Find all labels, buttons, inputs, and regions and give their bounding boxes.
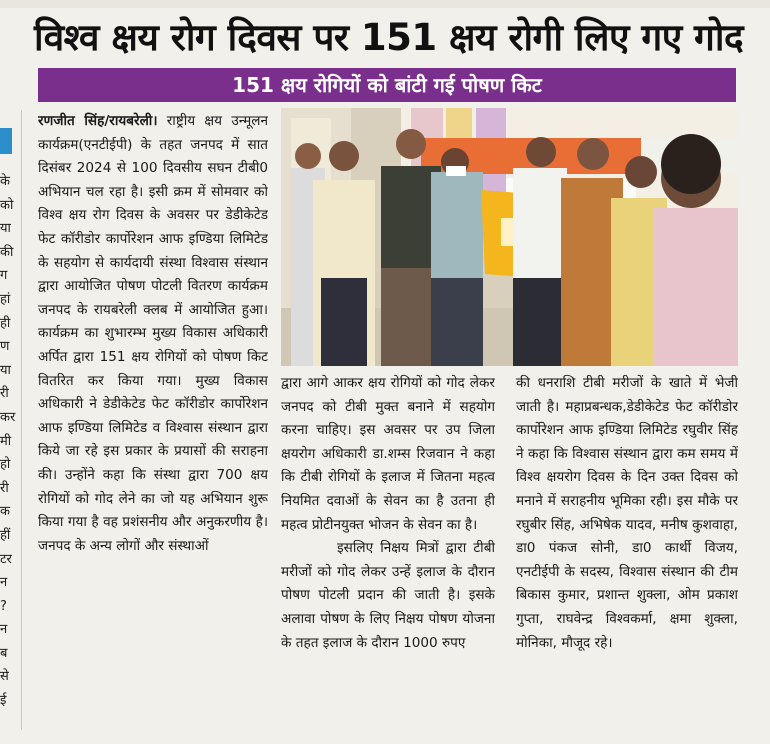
adjacent-article-line: न bbox=[0, 575, 8, 591]
adjacent-article-line: हो bbox=[0, 457, 11, 473]
column-divider bbox=[21, 110, 22, 730]
adjacent-article-line: टर bbox=[0, 551, 12, 567]
headline: विश्व क्षय रोग दिवस पर 151 क्षय रोगी लिए गए गोद bbox=[34, 16, 744, 59]
news-photo bbox=[281, 108, 738, 366]
article-column-1 bbox=[38, 110, 268, 736]
column-2-paragraph-1: द्वारा आगे आकर क्षय रोगियों को गोद लेकर जनपद को टीबी मुक्त बनाने में सहयोग करना चाहिए। इस अवसर पर उप जिला क्षयरोग अधिकारी डा.शम्स रिजवान ने कहा कि टीबी रोगियों के इलाज में जितना महत्व नियमित दवाओं के सेवन का है उतना ही महत्व प्रोटीनयुक्त भोजन के सेवन का है। bbox=[281, 375, 495, 533]
adjacent-article-line: री bbox=[0, 386, 9, 402]
subheadline-banner: 151 क्षय रोगियों को बांटी गई पोषण किट bbox=[38, 68, 736, 102]
adjacent-article-text bbox=[0, 170, 16, 713]
adjacent-article-line: ग bbox=[0, 268, 8, 284]
column-2-paragraph-2: इसलिए निक्षय मित्रों द्वारा टीबी मरीजों को गोद लेकर उन्हें इलाज के दौरान पोषण पोटली प्रदान की जाती है। इसके अलावा पोषण के लिए निक्षय पोषण योजना के तहत इलाज के दौरान 1000 रुपए bbox=[281, 540, 495, 651]
adjacent-article-line: ण bbox=[0, 339, 10, 355]
previous-article-strip bbox=[0, 0, 770, 8]
adjacent-article-line: ही bbox=[0, 315, 11, 331]
adjacent-article-line: के bbox=[0, 174, 10, 189]
byline: रणजीत सिंह/रायबरेली। bbox=[38, 113, 158, 129]
adjacent-article-line: की bbox=[0, 244, 14, 260]
news-photo-illustration bbox=[281, 108, 738, 366]
adjacent-article-line: या bbox=[0, 362, 11, 378]
column-1-text: राष्ट्रीय क्षय उन्मूलन कार्यक्रम(एनटीईपी) के तहत जनपद में सात दिसंबर 2024 से 100 दिवसीय सघन टीबी0 अभियान चल रहा है। इसी क्रम में सोमवार को विश्व क्षय रोग दिवस के अवसर पर डेडीकेटेड फेट कॉरीडोर कार्पोरेशन आफ इण्डिया लिमिटेड के सहयोग से कार्यदायी संस्था विश्वास संस्थान द्वारा आयोजित पोषण पोटली वितरण कार्यक्रम जनपद के रायबरेली क्लब में आयोजित हुआ। कार्यक्रम का शुभारम्भ मुख्य विकास अधिकारी अर्पित द्वारा 151 क्षय रोगियों को पोषण किट वितरित कर किया गया। मुख्य विकास अधिकारी ने डेडीकेटेड फेट कॉरीडोर कार्पोरेशन आफ इण्डिया लिमिटेड व विश्वास संस्थान द्वारा किये जा रहे इस प्रकार के प्रयासों की सराहना की। उन्होंने कहा कि संस्था द्वारा 700 क्षय रोगियों को गोद लेने का जो यह अभियान शुरू किया गया है वह प्रशंसनीय और अनुकरणीय है। जनपद के अन्य लोगों और संस्थाओं bbox=[38, 113, 268, 554]
adjacent-article-line: से bbox=[0, 669, 9, 685]
adjacent-article-line: ई bbox=[0, 693, 7, 709]
adjacent-article-marker bbox=[0, 128, 12, 154]
adjacent-article-line: हां bbox=[0, 291, 11, 307]
article-column-2 bbox=[281, 372, 495, 736]
adjacent-article-line: या bbox=[0, 221, 11, 237]
adjacent-article-line: ? bbox=[0, 598, 7, 614]
adjacent-article-line: हीं bbox=[0, 527, 11, 543]
adjacent-article-line: कर bbox=[0, 409, 16, 425]
adjacent-article-line: ब bbox=[0, 645, 8, 661]
article-column-3 bbox=[516, 372, 738, 736]
adjacent-article-line: को bbox=[0, 197, 14, 213]
adjacent-article-line: क bbox=[0, 504, 10, 520]
adjacent-article-line: न bbox=[0, 622, 8, 638]
adjacent-article-fragment bbox=[0, 116, 16, 716]
adjacent-article-line: मी bbox=[0, 433, 12, 449]
column-3-text: की धनराशि टीबी मरीजों के खाते में भेजी जाती है। महाप्रबन्धक,डेडीकेटेड फेट कॉरीडोर कार्पोरेशन आफ इण्डिया लिमिटेड रघुवीर सिंह ने कहा कि विश्वास संस्थान द्वारा कम समय में विश्व क्षयरोग दिवस के दिन उक्त दिवस को मनाने में सराहनीय भूमिका रही। इस मौके पर रघुबीर सिंह, अभिषेक यादव, मनीष कुशवाहा, डा0 पंकज सोनी, डा0 कार्थी विजय, एनटीईपी के सदस्य, विश्वास संस्थान की टीम बिकास कुमार, प्रशान्त शुक्ला, ओम प्रकाश गुप्ता, राघवेन्द्र विश्वकर्मा, क्षमा शुक्ला, मोनिका, मौजूद रहे। bbox=[516, 375, 738, 651]
adjacent-article-line: री bbox=[0, 480, 9, 496]
